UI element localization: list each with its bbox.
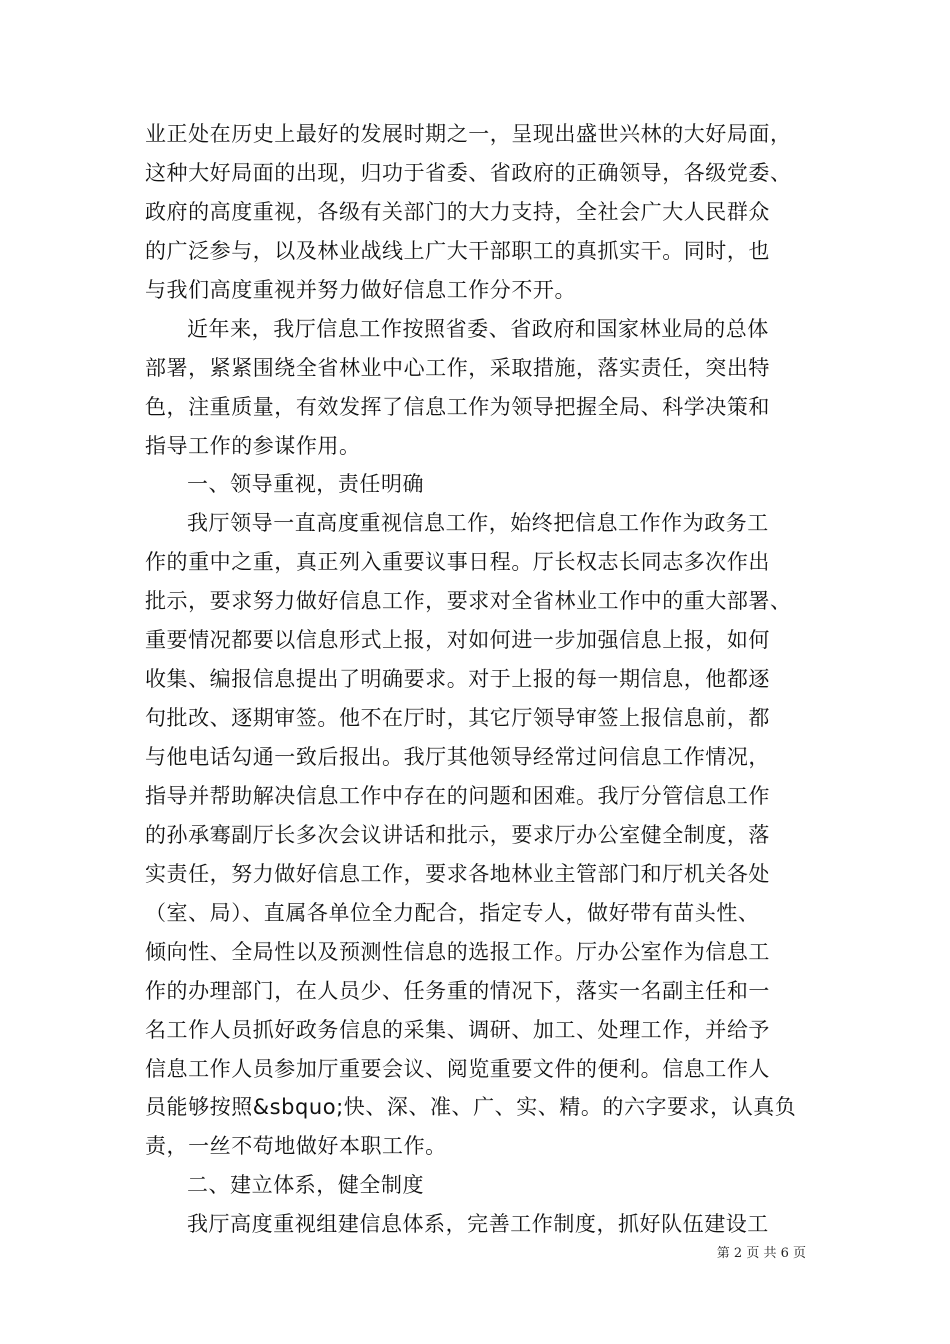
text-line: 政府的高度重视，各级有关部门的大力支持，全社会广大人民群众: [145, 199, 770, 224]
paragraph-start-line: 我厅领导一直高度重视信息工作，始终把信息工作作为政务工: [187, 511, 769, 536]
text-line: 这种大好局面的出现，归功于省委、省政府的正确领导，各级党委、: [145, 160, 792, 185]
text-line: 收集、编报信息提出了明确要求。对于上报的每一期信息，他都逐: [145, 667, 770, 692]
text-line: （室、局）、直属各单位全力配合，指定专人，做好带有苗头性、: [145, 900, 760, 925]
section-heading: 二、建立体系，健全制度: [187, 1173, 425, 1198]
text-line: 倾向性、全局性以及预测性信息的选报工作。厅办公室作为信息工: [145, 939, 770, 964]
text-line: 与他电话勾通一致后报出。我厅其他领导经常过问信息工作情况，: [145, 745, 770, 769]
section-heading: 一、领导重视，责任明确: [187, 472, 425, 497]
text-line: 作的重中之重，真正列入重要议事日程。厅长权志长同志多次作出: [145, 550, 770, 575]
text-line: 色，注重质量，有效发挥了信息工作为领导把握全局、科学决策和: [145, 394, 770, 419]
text-line: 实责任，努力做好信息工作，要求各地林业主管部门和厅机关各处: [145, 861, 770, 886]
text-line: 责，一丝不苟地做好本职工作。: [145, 1134, 447, 1159]
text-line: 批示，要求努力做好信息工作，要求对全省林业工作中的重大部署、: [145, 589, 792, 614]
page-number-footer: 第 2 页 共 6 页: [716, 1246, 806, 1261]
text-line: 员能够按照&sbquo;快、深、准、广、实、精。的六字要求，认真负: [145, 1095, 797, 1120]
text-line: 指导并帮助解决信息工作中存在的问题和困难。我厅分管信息工作: [145, 783, 770, 808]
text-line: 部署，紧紧围绕全省林业中心工作，采取措施，落实责任，突出特: [145, 355, 770, 380]
text-line: 重要情况都要以信息形式上报，对如何进一步加强信息上报，如何: [145, 628, 770, 653]
paragraph-start-line: 近年来，我厅信息工作按照省委、省政府和国家林业局的总体: [187, 316, 769, 341]
text-line: 名工作人员抓好政务信息的采集、调研、加工、处理工作，并给予: [145, 1017, 770, 1042]
text-line: 信息工作人员参加厅重要会议、阅览重要文件的便利。信息工作人: [145, 1056, 770, 1081]
paragraph-start-line: 我厅高度重视组建信息体系，完善工作制度，抓好队伍建设工: [187, 1212, 769, 1237]
text-line: 作的办理部门，在人员少、任务重的情况下，落实一名副主任和一: [145, 978, 770, 1003]
text-line: 的广泛参与，以及林业战线上广大干部职工的真抓实干。同时，也: [145, 238, 770, 263]
text-line: 句批改、逐期审签。他不在厅时，其它厅领导审签上报信息前，都: [145, 706, 770, 731]
text-line: 的孙承骞副厅长多次会议讲话和批示，要求厅办公室健全制度，落: [145, 822, 770, 847]
document-body: [145, 115, 810, 1244]
text-line: 与我们高度重视并努力做好信息工作分不开。: [145, 277, 576, 302]
text-line: 业正处在历史上最好的发展时期之一，呈现出盛世兴林的大好局面，: [145, 122, 792, 146]
text-line: 指导工作的参谋作用。: [145, 433, 361, 458]
